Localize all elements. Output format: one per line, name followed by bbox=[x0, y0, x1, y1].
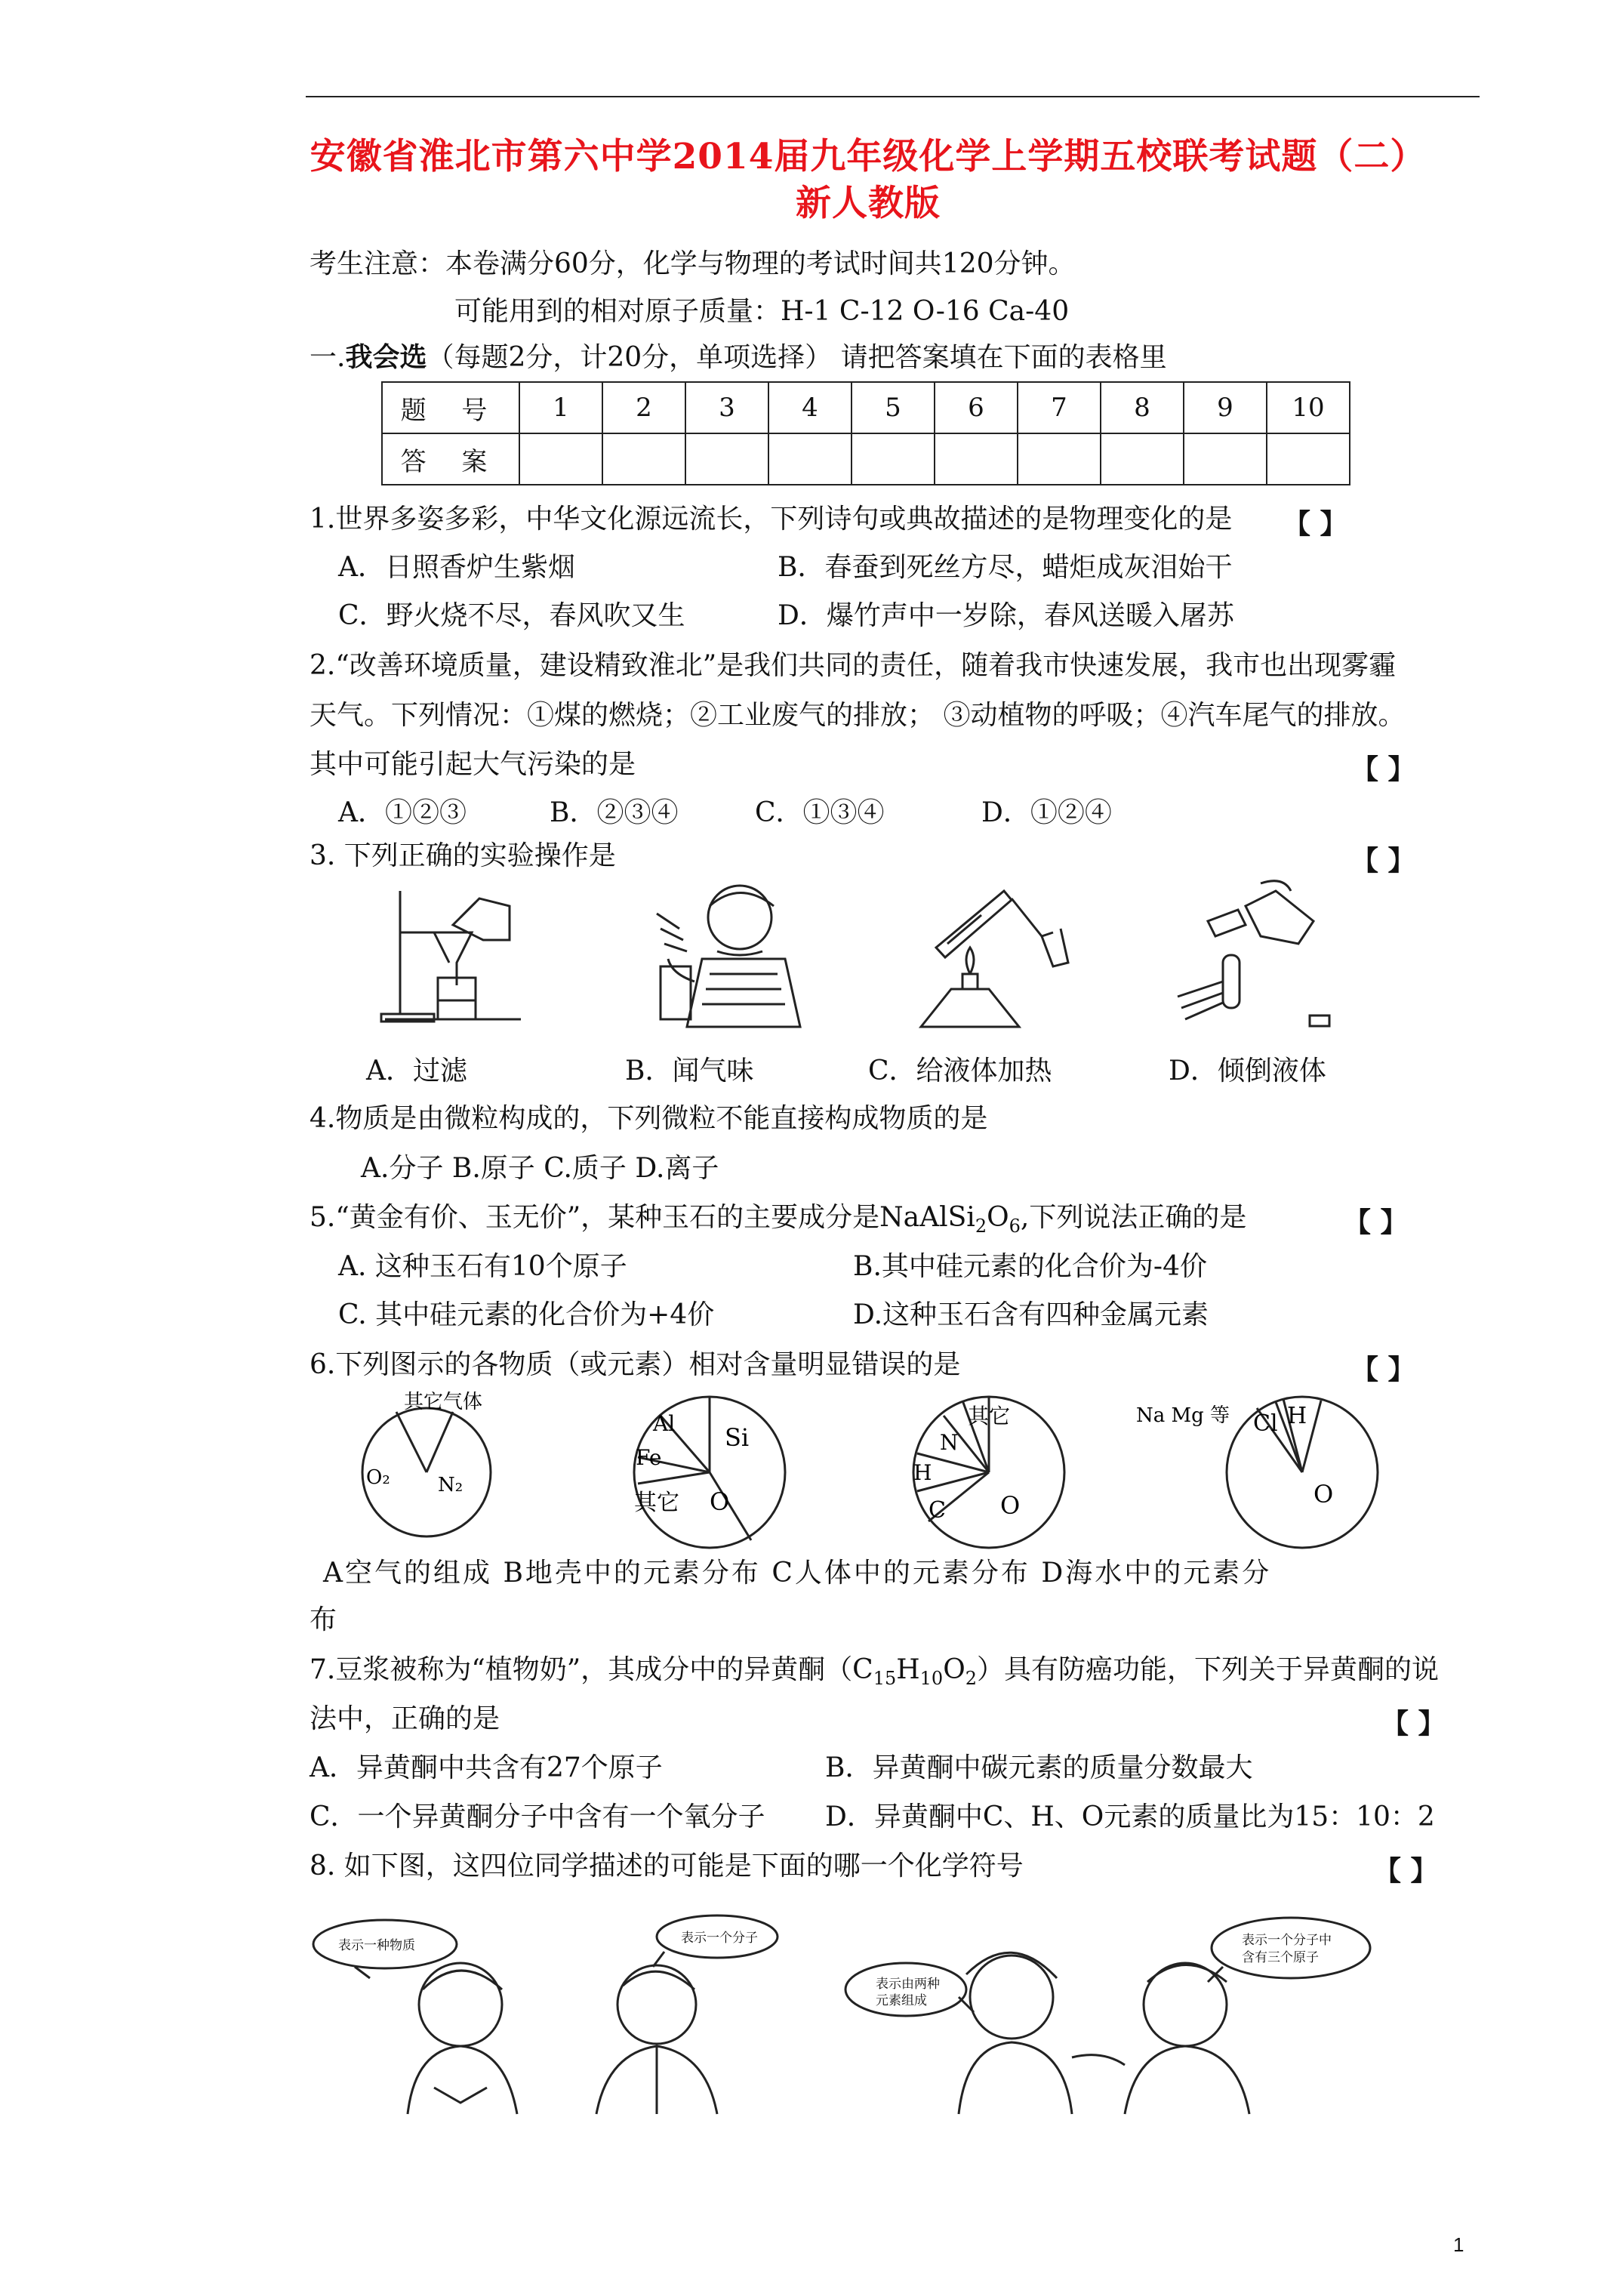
q5-option-d: D.这种玉石含有四种金属元素 bbox=[853, 1299, 1209, 1330]
pie-b-label-al: Al bbox=[653, 1411, 676, 1436]
pie-d-label-cl: Cl bbox=[1253, 1410, 1278, 1437]
q6-captions-wrap: 布 bbox=[310, 1604, 337, 1635]
page-number: 1 bbox=[1453, 2233, 1464, 2256]
notice-line-2: 可能用到的相对原子质量：H-1 C-12 O-16 Ca-40 bbox=[454, 296, 1070, 327]
answer-table bbox=[381, 381, 1350, 485]
answer-table-number: 3 bbox=[685, 382, 768, 433]
pie-d-label-o: O bbox=[1313, 1480, 1334, 1509]
q2-option-a: A．①②③ bbox=[338, 797, 467, 828]
q7-formula-o: O bbox=[943, 1654, 965, 1685]
q7-sub-h: 10 bbox=[919, 1668, 944, 1690]
pie-a-label-other: 其它气体 bbox=[404, 1391, 483, 1413]
pie-d-label-h: H bbox=[1287, 1403, 1307, 1429]
q5-stem bbox=[310, 1201, 1246, 1243]
q7-option-a: A．异黄酮中共含有27个原子 bbox=[310, 1752, 663, 1783]
answer-cell[interactable] bbox=[1018, 433, 1101, 485]
q2-answer-bracket[interactable]: 【 】 bbox=[1351, 754, 1415, 785]
section-number: 一. bbox=[310, 342, 346, 373]
q5-stem-mid: O bbox=[987, 1202, 1009, 1233]
pie-b-label-o: O bbox=[710, 1487, 730, 1516]
q7-formula-h: H bbox=[896, 1654, 920, 1685]
heating-liquid-illustration bbox=[891, 876, 1079, 1034]
bubble-1-text: 表示一种物质 bbox=[338, 1938, 415, 1953]
page-title: 安徽省淮北市第六中学2014届九年级化学上学期五校联考试题（二） bbox=[310, 136, 1427, 177]
notice-line-1: 考生注意：本卷满分60分，化学与物理的考试时间共120分钟。 bbox=[310, 248, 1076, 279]
answer-table-number: 7 bbox=[1018, 382, 1101, 433]
pie-c-label-o: O bbox=[1000, 1491, 1021, 1520]
pouring-liquid-illustration bbox=[1163, 876, 1344, 1034]
pie-c-label-h: H bbox=[913, 1460, 932, 1485]
smell-gas-illustration bbox=[627, 876, 823, 1034]
bubble-3-text-line-1: 表示由两种 bbox=[876, 1977, 940, 1992]
q1-option-d: D．爆竹声中一岁除，春风送暖入屠苏 bbox=[778, 600, 1234, 631]
q5-option-a: A. 这种玉石有10个原子 bbox=[338, 1251, 627, 1282]
answer-table-number: 1 bbox=[519, 382, 602, 433]
q1-option-a: A．日照香炉生紫烟 bbox=[338, 552, 575, 583]
pie-human-body bbox=[898, 1385, 1079, 1552]
q3-option-a: A．过滤 bbox=[366, 1056, 467, 1086]
q1-option-b: B．春蚕到死丝方尽，蜡炬成灰泪始干 bbox=[778, 552, 1233, 583]
pie-air-composition bbox=[343, 1389, 525, 1540]
bubble-2-text: 表示一个分子 bbox=[681, 1931, 758, 1946]
q7-option-d: D．异黄酮中C、H、O元素的质量比为15：10：2 bbox=[825, 1801, 1435, 1832]
pie-b-label-other: 其它 bbox=[634, 1490, 679, 1516]
q2-stem-line-1: 2.“改善环境质量，建设精致淮北”是我们共同的责任，随着我市快速发展，我市也出现雾霾 bbox=[310, 650, 1397, 681]
answer-table-number: 8 bbox=[1101, 382, 1184, 433]
q2-option-d: D．①②④ bbox=[981, 797, 1112, 828]
q8-answer-bracket[interactable]: 【 】 bbox=[1374, 1855, 1438, 1887]
q5-stem-pre: 5.“黄金有价、玉无价”，某种玉石的主要成分是NaAlSi bbox=[310, 1202, 975, 1233]
pie-b-label-si: Si bbox=[725, 1423, 750, 1452]
answer-cell[interactable] bbox=[1267, 433, 1350, 485]
answer-cell[interactable] bbox=[1184, 433, 1267, 485]
pie-b-label-fe: Fe bbox=[636, 1445, 662, 1470]
filtration-illustration bbox=[370, 880, 544, 1031]
answer-table-number-row bbox=[382, 382, 1350, 433]
answer-cell[interactable] bbox=[1101, 433, 1184, 485]
q7-stem-line-1 bbox=[310, 1653, 1439, 1695]
answer-table-header-number: 题 号 bbox=[382, 382, 519, 433]
pie-c-label-n: N bbox=[940, 1430, 959, 1455]
answer-cell[interactable] bbox=[685, 433, 768, 485]
section-heading-rest: （每题2分，计20分，单项选择） 请把答案填在下面的表格里 bbox=[427, 342, 1167, 373]
q3-answer-bracket[interactable]: 【 】 bbox=[1351, 845, 1415, 877]
q4-stem: 4.物质是由微粒构成的，下列微粒不能直接构成物质的是 bbox=[310, 1103, 988, 1134]
q5-stem-post: ,下列说法正确的是 bbox=[1020, 1202, 1247, 1233]
q5-answer-bracket[interactable]: 【 】 bbox=[1344, 1207, 1408, 1238]
q7-sub-c: 15 bbox=[873, 1668, 897, 1690]
header-rule bbox=[306, 96, 1480, 97]
q6-captions: A空气的组成 B地壳中的元素分布 C人体中的元素分布 D海水中的元素分 bbox=[323, 1558, 1272, 1589]
answer-cell[interactable] bbox=[852, 433, 935, 485]
pie-seawater bbox=[1132, 1385, 1389, 1552]
q2-option-b: B．②③④ bbox=[550, 797, 679, 828]
answer-table-number: 9 bbox=[1184, 382, 1267, 433]
pie-c-label-other: 其它 bbox=[968, 1404, 1011, 1428]
pie-a-label-o2: O₂ bbox=[366, 1466, 390, 1489]
q6-answer-bracket[interactable]: 【 】 bbox=[1351, 1354, 1415, 1385]
answer-cell[interactable] bbox=[519, 433, 602, 485]
bubble-4-text-line-1: 表示一个分子中 bbox=[1242, 1933, 1332, 1948]
q3-stem: 3. 下列正确的实验操作是 bbox=[310, 840, 616, 871]
answer-table-number: 4 bbox=[768, 382, 852, 433]
q1-stem: 1.世界多姿多彩，中华文化源远流长，下列诗句或典故描述的是物理变化的是 bbox=[310, 504, 1233, 535]
pie-earth-crust bbox=[619, 1385, 800, 1552]
bubble-4-text-line-2: 含有三个原子 bbox=[1242, 1950, 1319, 1965]
q3-option-d: D．倾倒液体 bbox=[1169, 1056, 1326, 1086]
answer-cell[interactable] bbox=[768, 433, 852, 485]
q6-stem: 6.下列图示的各物质（或元素）相对含量明显错误的是 bbox=[310, 1349, 961, 1380]
page-subtitle: 新人教版 bbox=[796, 183, 941, 224]
answer-table-number: 5 bbox=[852, 382, 935, 433]
q1-answer-bracket[interactable]: 【 】 bbox=[1283, 508, 1347, 540]
pie-c-label-c: C bbox=[929, 1497, 946, 1524]
q2-option-c: C．①③④ bbox=[755, 797, 885, 828]
section-heading bbox=[310, 341, 1167, 374]
q7-stem-line-2: 法中，正确的是 bbox=[310, 1703, 500, 1734]
answer-table-number: 6 bbox=[935, 382, 1018, 433]
q2-stem-line-2: 天气。下列情况：①煤的燃烧；②工业废气的排放； ③动植物的呼吸；④汽车尾气的排放。 bbox=[310, 700, 1406, 731]
q3-option-b: B．闻气味 bbox=[625, 1056, 754, 1086]
answer-table-header-answer: 答 案 bbox=[382, 433, 519, 485]
q4-options: A.分子 B.原子 C.质子 D.离子 bbox=[361, 1153, 719, 1184]
q5-option-b: B.其中硅元素的化合价为-4价 bbox=[853, 1251, 1207, 1282]
q5-sub-1: 2 bbox=[975, 1216, 987, 1237]
q5-sub-2: 6 bbox=[1009, 1216, 1021, 1237]
q7-stem-post: ）具有防癌功能，下列关于异黄酮的说 bbox=[977, 1654, 1440, 1685]
q3-option-c: C．给液体加热 bbox=[868, 1056, 1052, 1086]
answer-table-number: 10 bbox=[1267, 382, 1350, 433]
section-heading-bold: 我会选 bbox=[345, 341, 427, 373]
q5-option-c: C. 其中硅元素的化合价为+4价 bbox=[338, 1299, 715, 1330]
q1-option-c: C．野火烧不尽，春风吹又生 bbox=[338, 600, 685, 631]
q7-stem-pre: 7.豆浆被称为“植物奶”，其成分中的异黄酮（C bbox=[310, 1654, 873, 1685]
q7-sub-o: 2 bbox=[965, 1668, 977, 1690]
pie-a-label-n2: N₂ bbox=[438, 1474, 463, 1496]
answer-table-number: 2 bbox=[602, 382, 685, 433]
q2-stem-line-3: 其中可能引起大气污染的是 bbox=[310, 749, 636, 780]
answer-cell[interactable] bbox=[935, 433, 1018, 485]
students-illustration bbox=[310, 1906, 1381, 2118]
answer-cell[interactable] bbox=[602, 433, 685, 485]
q7-option-b: B．异黄酮中碳元素的质量分数最大 bbox=[825, 1752, 1253, 1783]
pie-d-label-na-mg: Na Mg 等 bbox=[1136, 1404, 1230, 1427]
bubble-3-text-line-2: 元素组成 bbox=[876, 1993, 927, 2008]
q8-stem: 8. 如下图，这四位同学描述的可能是下面的哪一个化学符号 bbox=[310, 1851, 1024, 1881]
answer-table-answer-row bbox=[382, 433, 1350, 485]
q7-answer-bracket[interactable]: 【 】 bbox=[1381, 1708, 1446, 1740]
q7-option-c: C．一个异黄酮分子中含有一个氧分子 bbox=[310, 1801, 765, 1832]
